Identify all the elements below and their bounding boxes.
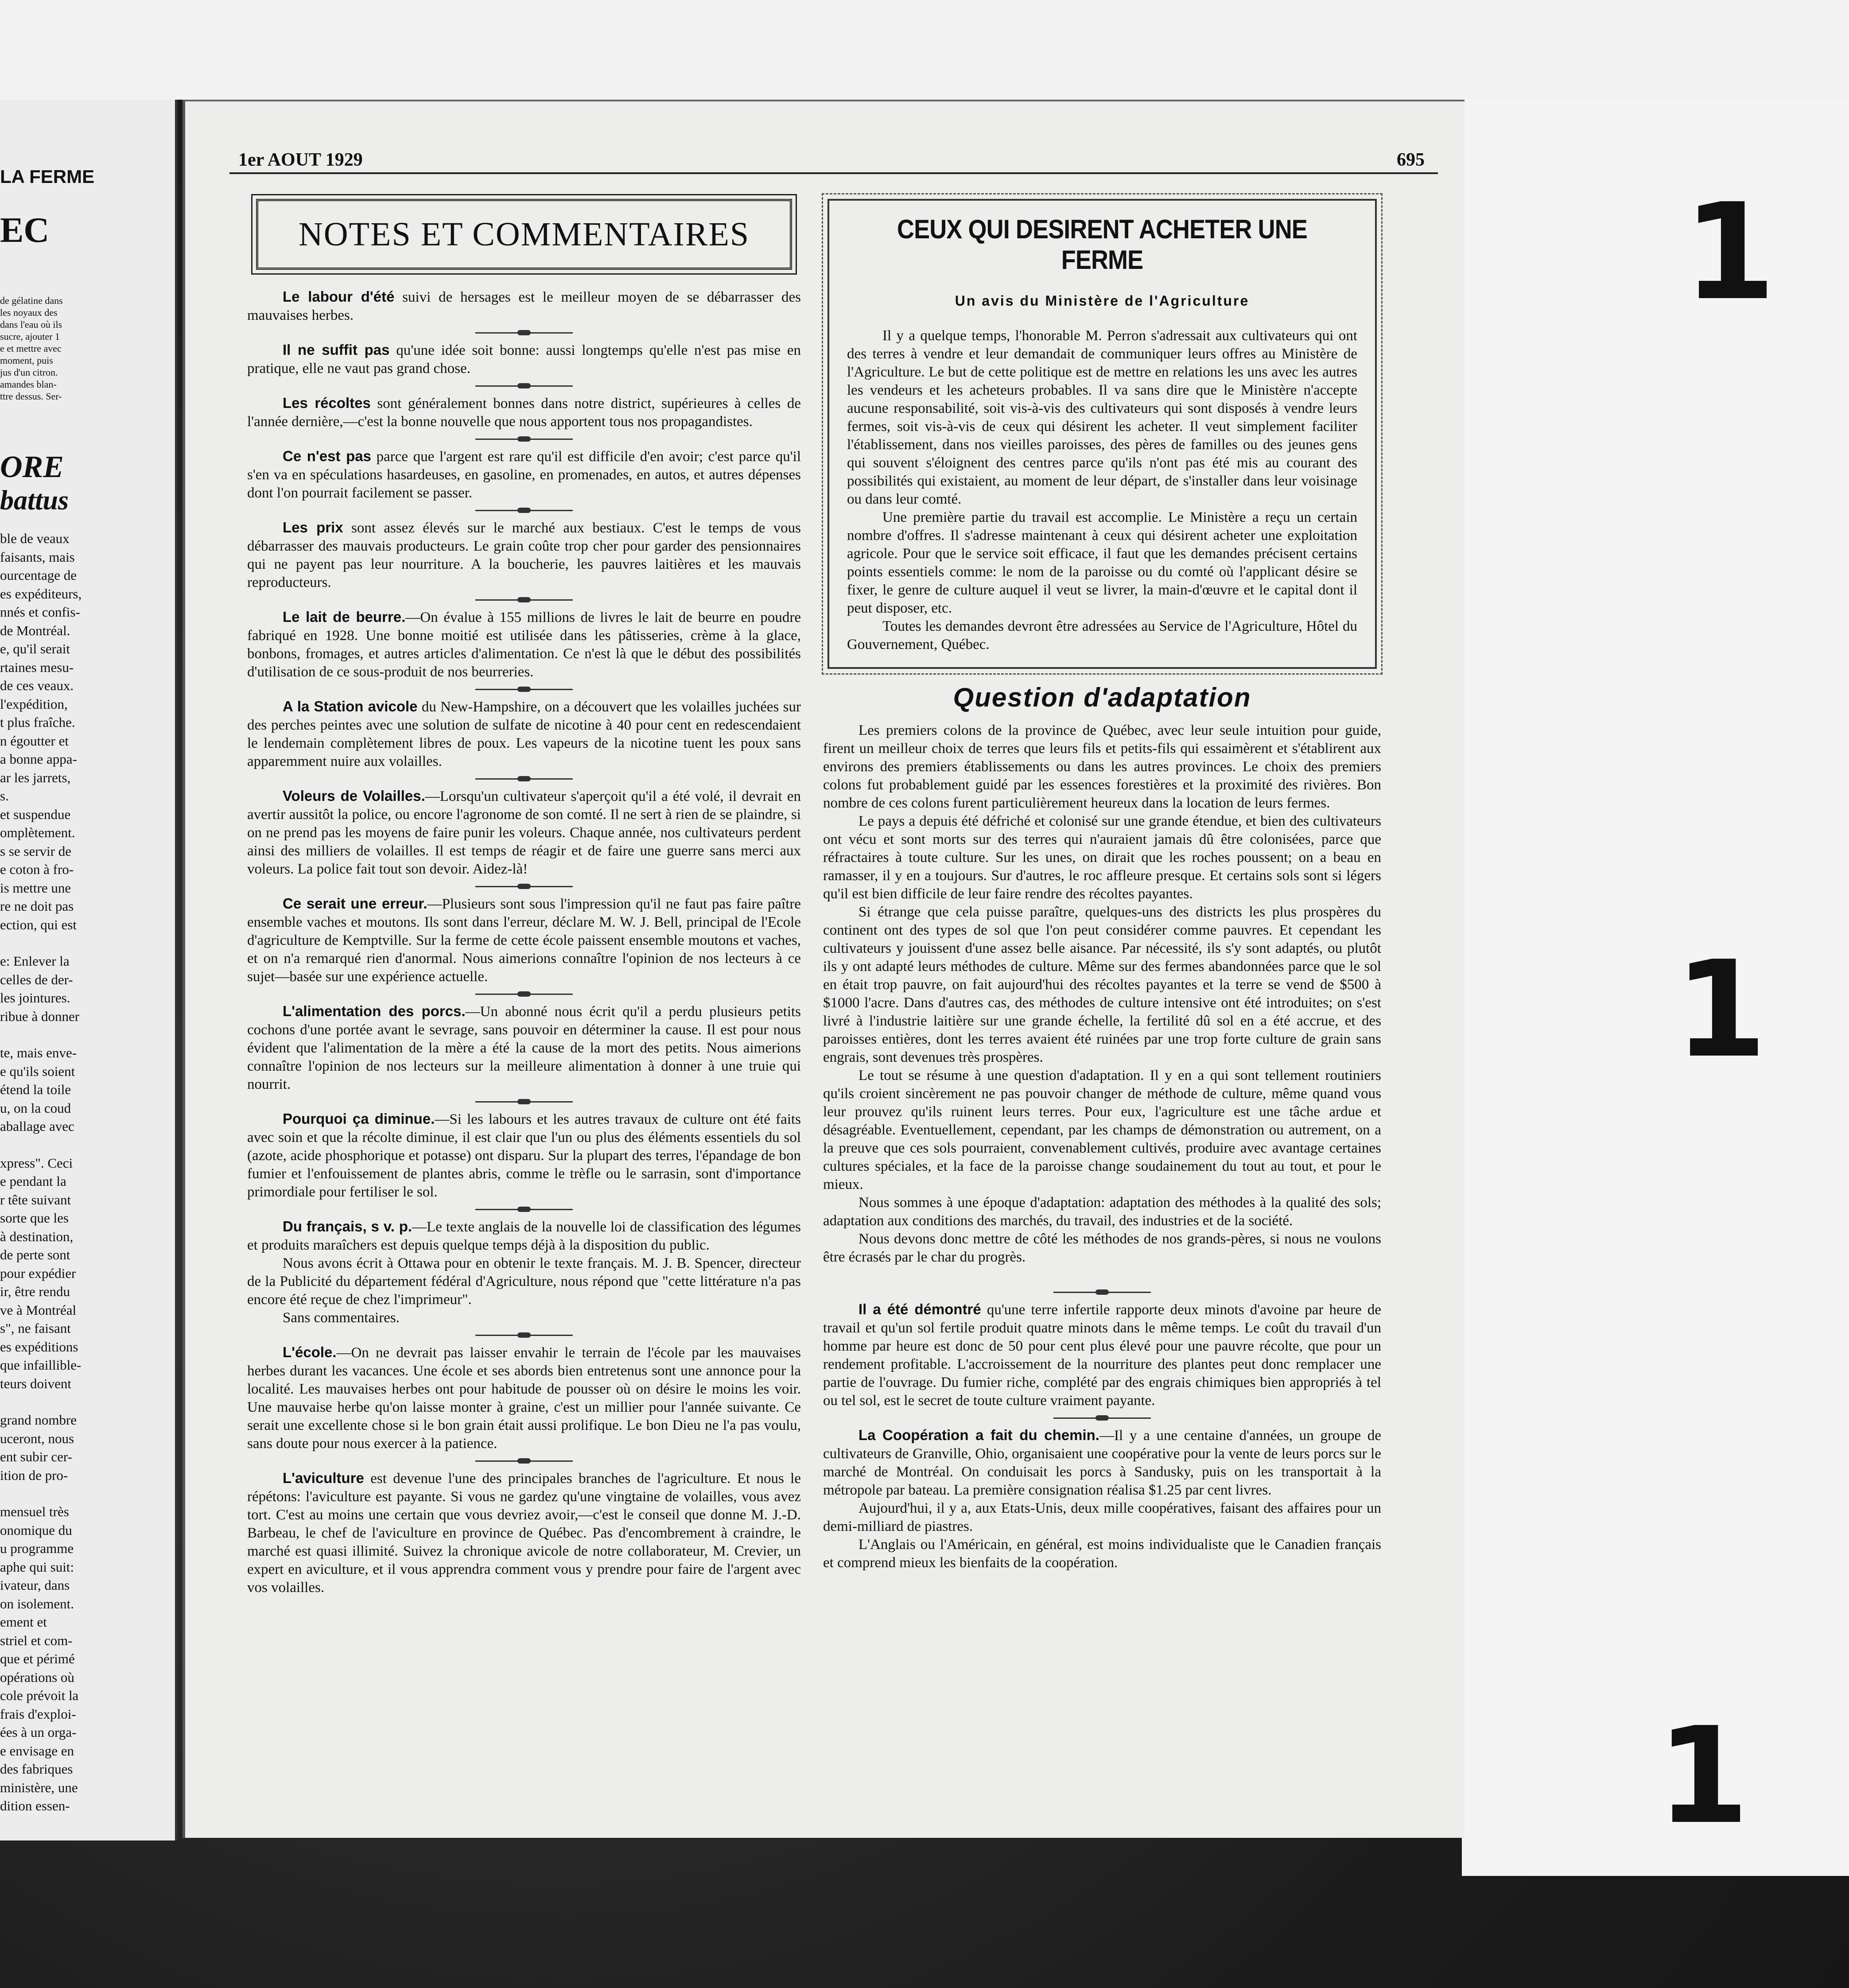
note-lead: L'aviculture [283, 1470, 364, 1486]
separator [247, 431, 801, 447]
left-text-line: s", ne faisant [0, 1320, 71, 1336]
note-lead: L'école. [283, 1344, 337, 1360]
note-item [247, 394, 801, 431]
note-item [247, 447, 801, 502]
note-lead: Voleurs de Volailles. [283, 788, 425, 804]
left-text-line: de perte sont [0, 1247, 70, 1262]
note-text: Nous avons écrit à Ottawa pour en obtenir le texte français. M. J. B. Spencer, directeur de la Publicité du département fédéral d'Agriculture, nous répond que "cette littérature n'a pas encore été reçue de chez l'imprimeur". [247, 1255, 801, 1308]
note-item [247, 287, 801, 325]
box-title: CEUX QUI DESIRENT ACHETER UNE FERME [897, 214, 1307, 275]
left-text-line: teurs doivent [0, 1375, 71, 1391]
note-lead: Le lait de beurre. [283, 609, 406, 625]
left-text-line: celles de der- [0, 971, 73, 987]
left-text-line: ection, qui est [0, 916, 77, 932]
left-text-line: de Montréal. [0, 622, 70, 638]
note-item [247, 697, 801, 771]
left-text-line: ir, être rendu [0, 1284, 70, 1299]
recipe-line: moment, puis [0, 355, 53, 366]
left-text-line: re ne doit pas [0, 898, 74, 914]
demontre-lead: Il a été démontré [858, 1301, 981, 1317]
left-text-line: te, mais enve- [0, 1045, 77, 1060]
notes-title-box [256, 199, 792, 270]
separator [247, 502, 801, 518]
adaptation-paragraph: Nous sommes à une époque d'adaptation: adaptation des méthodes à la qualité des sols; adaptation aux conditions des marchés, du travail, des industries et de la société. [823, 1195, 1381, 1229]
recipe-line: amandes blan- [0, 379, 57, 390]
left-text-line: frais d'exploi- [0, 1706, 76, 1722]
left-text-line [0, 1025, 82, 1044]
note-item [247, 608, 801, 681]
reel-mark-3: 1 [1657, 1699, 1749, 1853]
left-text-line: des fabriques [0, 1761, 73, 1777]
left-text-line: xpress". Ceci [0, 1155, 73, 1171]
recipe-line: sucre, ajouter 1 [0, 331, 60, 342]
left-text-line: ent subir cer- [0, 1449, 72, 1464]
left-text-line: n égoutter et [0, 733, 69, 749]
note-lead: Les récoltes [283, 395, 371, 411]
left-text-line: es expéditeurs, [0, 586, 82, 602]
note-lead: Ce serait une erreur. [283, 895, 427, 912]
note-lead: Il ne suffit pas [283, 342, 390, 358]
left-section-letters: EC [0, 211, 50, 250]
note-text: parce que l'argent est rare qu'il est difficile d'en avoir; c'est parce qu'il s'en va en spéculations hasardeuses, en gasoline, en promenades, en autos, et autres dépenses dont l'on pourrait facilement se passer. [247, 449, 801, 501]
notes-items [247, 287, 801, 1597]
left-text-line: grand nombre [0, 1412, 77, 1428]
note-lead: Les prix [283, 519, 343, 536]
note-item [247, 787, 801, 878]
left-text-line: dition essen- [0, 1798, 70, 1813]
note-item [247, 1309, 801, 1327]
demontre-paragraph [823, 1300, 1381, 1410]
separator [247, 878, 801, 894]
box-paragraph: Toutes les demandes devront être adressées au Service de l'Agriculture, Hôtel du Gouvernement, Québec. [847, 618, 1357, 652]
film-strip-right [1462, 100, 1849, 1876]
left-text-line: de ces veaux. [0, 678, 74, 693]
left-text-line: ourcentage de [0, 567, 77, 583]
note-lead: A la Station avicole [283, 698, 418, 714]
separator [823, 1284, 1381, 1300]
left-text-line: que infaillible- [0, 1357, 82, 1373]
separator [247, 325, 801, 341]
box-subtitle: Un avis du Ministère de l'Agriculture [955, 293, 1250, 309]
left-text-line: mensuel très [0, 1504, 69, 1519]
separator [247, 378, 801, 394]
left-text-line: faisants, mais [0, 549, 75, 565]
left-text-line: cole prévoit la [0, 1688, 79, 1703]
note-text: —Plusieurs sont sous l'impression qu'il ne faut pas faire paître ensemble vaches et moutons. Ils sont dans l'erreur, déclare M. W. J. Bell, principal de l'Ecole d'agriculture de Kemptville. Sur la ferme de cette école paissent ensemble moutons et vaches, et on n'a remarqué rien d'anormal. Nous aimerions connaître l'opinion de nos lecteurs à ce sujet—basée sur une expérience actuelle. [247, 896, 801, 985]
cooperation-text: —Il y a une centaine d'années, un groupe de cultivateurs de Granville, Ohio, organisaient une coopérative pour la vente de leurs porcs sur le marché de Montréal. On conduisait les porcs à Sandusky, puis on les transportait à la métropole par bateau. La première consignation réalisa $1.25 par cent livres. [823, 1428, 1381, 1498]
left-text-line: et suspendue [0, 806, 71, 822]
note-item [247, 1254, 801, 1309]
left-text-line: à destination, [0, 1228, 74, 1244]
left-text-line: opérations où [0, 1669, 74, 1685]
note-item [247, 1110, 801, 1201]
left-text-line [0, 1136, 82, 1154]
left-text-line: pour expédier [0, 1265, 76, 1281]
left-text-line: ar les jarrets, [0, 769, 71, 785]
left-text-line: e envisage en [0, 1743, 74, 1759]
note-text: qu'une idée soit bonne: aussi longtemps qu'elle n'est pas mise en pratique, elle ne vaut pas grand chose. [247, 342, 801, 377]
left-text-line: u, on la coud [0, 1100, 71, 1116]
left-text-line: is mettre une [0, 880, 71, 896]
recipe-line: e et mettre avec [0, 343, 62, 354]
left-text-line: onomique du [0, 1522, 72, 1538]
note-item [247, 1343, 801, 1453]
separator [823, 1410, 1381, 1426]
header-rule [229, 172, 1438, 174]
note-lead: Le labour d'été [283, 288, 395, 305]
note-text: sont généralement bonnes dans notre district, supérieures à celles de l'année dernière,—c'est la bonne nouvelle que nous apportent tous nos propagandistes. [247, 396, 801, 430]
left-text-line: ition de pro- [0, 1467, 68, 1483]
farm-buyers-box [827, 199, 1377, 669]
left-text-line: t plus fraîche. [0, 714, 75, 730]
note-text: Sans commentaires. [283, 1310, 400, 1326]
note-lead: Pourquoi ça diminue. [283, 1110, 435, 1127]
left-text-line: e qu'ils soient [0, 1063, 75, 1079]
film-strip-top [0, 0, 1849, 100]
left-text-line: e, qu'il serait [0, 641, 70, 656]
adaptation-paragraph: Si étrange que cela puisse paraître, quelques-uns des districts les plus prospères du continent ont des types de sol que l'on peut considérer comme pauvres. Et cependant les cultivateurs y jouissent d'une assez belle aisance. Par nécessité, ils s'y sont adaptés, ou plutôt ils y ont adapté leurs méthodes de culture. Même sur des fermes abandonnées parce que le sol en était trop pauvre, on fait aujourd'hui des récoltes payantes et la terre se vend de $500 à $1000 l'acre. Dans d'autres cas, des méthodes de culture intensive ont été introduites; on s'est livré à l'industrie laitière sur une grande échelle, la fertilité dû sol en a été accrue, et des paroisses entières, dont les terres avaient été ruinées par une trop forte culture de grain sans engrais, sont devenues très prospères. [823, 904, 1381, 1065]
left-text-line [0, 1484, 82, 1503]
separator [247, 1201, 801, 1217]
note-lead: Du français, s v. p. [283, 1218, 412, 1235]
left-text-line: l'expédition, [0, 696, 68, 712]
note-text: —Si les labours et les autres travaux de culture ont été faits avec soin et que la récolte diminue, il est clair que l'un ou plus des éléments essentiels du sol (azote, acide phosphorique et potasse) ont disparu. Sur la plupart des terres, l'épandage de bon fumier et l'enfouissement de plantes abris, comme le trèfle ou le sarrasin, sont d'importance primordiale pour fertiliser le sol. [247, 1111, 801, 1200]
recipe-line: de gélatine dans [0, 295, 63, 306]
demontre-text: qu'une terre infertile rapporte deux minots d'avoine par heure de travail et qu'un sol fertile produit quatre minots dans le même temps. Le coût du travail d'un homme par heure est donc de 50 pour cent plus élevé pour une pauvre récolte, que pour un rendement profitable. L'accroissement de la nourriture des plantes peut donc remplacer une partie de l'ouvrage. Du fumier riche, complété par des engrais chimiques bien appropriés à tel ou tel sol, est le secret de toute culture vraiment payante. [823, 1302, 1381, 1409]
separator [247, 681, 801, 697]
recipe-line: ttre dessus. Ser- [0, 391, 62, 402]
cooperation-paragraph-2: Aujourd'hui, il y a, aux Etats-Unis, deux mille coopératives, faisant des affaires pour un demi-milliard de piastres. [823, 1500, 1381, 1534]
adaptation-paragraph: Les premiers colons de la province de Québec, avec leur seule intuition pour guide, firent un meilleur choix de terres que leurs fils et petits-fils qui essaimèrent et s'établirent aux environs des premiers établissements ou dans les autres provinces. Le choix des premiers colons fut probablement guidé par les essences forestières et la proximité des rivières. Bon nombre de ces colons furent particulièrement heureux dans la location de leurs fermes. [823, 722, 1381, 811]
note-item [247, 1469, 801, 1597]
note-text: —On évalue à 155 millions de livres le lait de beurre en poudre fabriqué en 1928. Une bonne moitié est utilisée dans les pâtisseries, crème à la glace, bonbons, fromages, et autres articles d'alimentation. Ce n'est là que le début des possibilités d'utilisation de ce sous-produit de nos beurreries. [247, 610, 801, 680]
separator [247, 1094, 801, 1110]
note-item [247, 1002, 801, 1094]
note-item [247, 341, 801, 378]
note-item [247, 894, 801, 986]
left-text-line: ivateur, dans [0, 1577, 70, 1593]
left-text-line: uceront, nous [0, 1430, 74, 1446]
box-paragraph: Il y a quelque temps, l'honorable M. Perron s'adressait aux cultivateurs qui ont des terres à vendre et leur demandait de communiquer leurs offres au Ministère de l'Agriculture. Le but de cette politique est de mettre en relations les uns avec les autres les vendeurs et les acheteurs probables. Il va sans dire que le Ministère n'accepte aucune responsabilité, soit vis-à-vis des cultivateurs qui sont disposés à vendre leurs fermes, soit vis-à-vis de ceux qui désirent les acheter. Il veut simplement faciliter l'établissement, dans nos vieilles paroisses, des pères de familles ou des jeunes gens qui souvent s'éloignent des centres parce qu'ils n'ont pas été mis au courant des possibilités qui existaient, au moment de leur départ, de s'installer dans leur voisinage ou dans leur comté. [847, 328, 1357, 507]
right-column [823, 190, 1381, 1572]
box-paragraph: Une première partie du travail est accomplie. Le Ministère a reçu un certain nombre d'offres. Il s'adresse maintenant à ceux qui désirent acheter une exploitation agricole. Pour que le service soit efficace, il faut que les demandes précisent certains points essentiels comme: le nom de la paroisse ou du comté où l'applicant désire se fixer, le genre de culture auquel il veut se livrer, la main-d'œuvre et le capital dont il peut disposer, etc. [847, 509, 1357, 616]
left-text-line: striel et com- [0, 1632, 73, 1648]
main-page [183, 100, 1464, 1838]
note-item [247, 1217, 801, 1254]
left-text-line [0, 1393, 82, 1411]
left-text-line: s se servir de [0, 843, 71, 859]
left-text-line: u programme [0, 1541, 74, 1556]
left-page-fragment [0, 100, 178, 1840]
left-title-1: ORE [0, 450, 64, 484]
left-text-line: omplètement. [0, 825, 75, 840]
note-item [247, 518, 801, 592]
reel-mark-2: 1 [1674, 932, 1767, 1087]
notes-column [247, 190, 801, 1597]
left-text-line: ble de veaux [0, 531, 70, 546]
left-text-line: on isolement. [0, 1596, 74, 1611]
section-gap [823, 1266, 1381, 1284]
note-text: —Le texte anglais de la nouvelle loi de classification des légumes et produits maraîchers est depuis quelque temps déjà à la disposition du public. [247, 1219, 801, 1253]
left-text-line: les jointures. [0, 990, 70, 1006]
left-text-line: étend la toile [0, 1082, 71, 1097]
left-text-line: e pendant la [0, 1173, 66, 1189]
left-text-line: a bonne appa- [0, 751, 77, 767]
cooperation-paragraph-3: L'Anglais ou l'Américain, en général, est moins individualiste que le Canadien français et comprend mieux les bienfaits de la coopération. [823, 1537, 1381, 1571]
adaptation-paragraph: Le tout se résume à une question d'adaptation. Il y en a qui sont tellement routiniers qu'ils croient sincèrement ne pas pouvoir changer de méthode de culture, même quand vous leur prouvez qu'ils ruinent leurs terres. Pour eux, l'agriculture est une tâche ardue et désagréable. Eventuellement, cependant, par les champs de démonstration ou autrement, on a la preuve que ces sols pourraient, convenablement cultivés, produire avec avantage certaines cultures spéciales, et la face de la paroisse change soudainement du tout au tout, et pour le mieux. [823, 1068, 1381, 1192]
left-text-line: ve à Montréal [0, 1302, 77, 1318]
left-text-line: s. [0, 788, 9, 804]
left-text-line: ement et [0, 1614, 47, 1630]
left-text-line [0, 934, 82, 952]
note-text: suivi de hersages est le meilleur moyen de se débarrasser des mauvaises herbes. [247, 289, 801, 323]
note-text: du New-Hampshire, on a découvert que les volailles juchées sur des perches peintes avec une solution de sulfate de nicotine à 40 pour cent en redescendaient le lendemain complètement libres de poux. Les vapeurs de la nicotine tuent les poux sans apparemment nuire aux volailles. [247, 699, 801, 769]
note-text: —Lorsqu'un cultivateur s'aperçoit qu'il a été volé, il devrait en avertir aussitôt la police, ou encore l'agronome de son comté. Il ne sert à rien de se plaindre, si on ne prend pas les moyens de faire punir les voleurs. Chaque année, nos cultivateurs perdent ainsi des milliers de volailles. Il est temps de réagir et de faire une guerre sans merci aux voleurs. La police fait tout son devoir. Aidez-là! [247, 788, 801, 877]
separator [247, 986, 801, 1002]
notes-title: NOTES ET COMMENTAIRES [298, 215, 750, 253]
left-text-line: ées à un orga- [0, 1724, 77, 1740]
left-column-text [0, 529, 82, 1815]
note-text: —Un abonné nous écrit qu'il a perdu plusieurs petits cochons d'une portée avant le sevrage, sans pouvoir en déterminer la cause. Il est pour nous évident que l'alimentation de la mère a été la cause de la mort des petits. Nous aimerions connaître l'opinion de nos lecteurs sur la meilleure alimentation à donner à une truie qui nourrit. [247, 1004, 801, 1092]
adaptation-paragraph: Nous devons donc mettre de côté les méthodes de nos grands-pères, si nous ne voulons être écrasés par le char du progrès. [823, 1231, 1381, 1265]
left-text-line: e: Enlever la [0, 953, 70, 969]
left-recipe-text [0, 295, 63, 402]
note-text: sont assez élevés sur le marché aux bestiaux. C'est le temps de vous débarrasser des mauvais producteurs. Le grain coûte trop cher pour garder des pensionnaires qui ne payent pas leur nourriture. A la boucherie, les pauvres laitières et les mauvais reproducteurs. [247, 520, 801, 590]
note-text: est devenue l'une des principales branches de l'agriculture. Et nous le répétons: l'aviculture est payante. Si vous ne gardez qu'une vingtaine de volailles, vous avez tort. C'est au moins une certain que vous devriez avoir,—c'est le conseil que donne M. J.-D. Barbeau, le chef de l'aviculture en province de Québec. Pas d'encombrement à craindre, le marché est quasi illimité. Suivez la chronique avicole de notre collaborateur, M. Crevier, un expert en aviculture, et il vous apprendra comment vous y prendre pour faire de l'argent avec vos volailles. [247, 1471, 801, 1596]
separator [247, 1453, 801, 1469]
left-text-line: sorte que les [0, 1210, 69, 1226]
adaptation-paragraph: Le pays a depuis été défriché et colonisé sur une grande étendue, et bien des cultivateurs ont vécu et sont morts sur des terres qui n'auraient jamais dû être colonisées, parce que réfractaires à toute culture. Sur les unes, on dirait que les roches poussent; on a beau en ramasser, il y en a toujours. Sur d'autres, le roc affleure presque. Et certains sols sont si légers qu'il est bien difficile de leur faire rendre des récoltes payantes. [823, 813, 1381, 902]
left-text-line: aphe qui suit: [0, 1559, 74, 1575]
recipe-line: dans l'eau où ils [0, 319, 62, 330]
left-text-line: que et périmé [0, 1651, 75, 1666]
separator [247, 771, 801, 787]
note-text: —On ne devrait pas laisser envahir le terrain de l'école par les mauvaises herbes durant les vacances. Une école et ses abords bien entretenus sont une annonce pour la localité. Les mauvaises herbes ont pour habitude de pousser où on désire le moins les voir. Une mauvaise herbe qu'on laisse monter à graine, c'est un millier pour l'année suivante. Ce serait une excellente chose si le bon grain était aussi prolifique. Le bon Dieu ne l'a pas voulu, sans doute pour nous exercer à la patience. [247, 1345, 801, 1452]
header-date: 1er AOUT 1929 [238, 150, 363, 170]
left-text-line: aballage avec [0, 1118, 74, 1134]
left-title-2: battus [0, 485, 69, 516]
header-page-number: 695 [1397, 150, 1425, 170]
left-text-line: r tête suivant [0, 1192, 71, 1208]
left-text-line: ribue à donner [0, 1008, 80, 1024]
left-text-line: ministère, une [0, 1779, 78, 1795]
recipe-line: les noyaux des [0, 307, 58, 318]
left-text-line: e coton à fro- [0, 862, 74, 877]
separator [247, 592, 801, 608]
recipe-line: jus d'un citron. [0, 367, 58, 378]
note-lead: L'alimentation des porcs. [283, 1003, 466, 1019]
left-text-line: rtaines mesu- [0, 659, 74, 675]
left-text-line: es expéditions [0, 1339, 78, 1355]
left-running-head: LA FERME [0, 166, 95, 187]
cooperation-paragraph [823, 1426, 1381, 1499]
cooperation-lead: La Coopération a fait du chemin. [858, 1427, 1099, 1443]
separator [247, 1327, 801, 1343]
adaptation-title: Question d'adaptation [953, 683, 1251, 712]
left-text-line: nnés et confis- [0, 604, 80, 620]
reel-mark-1: 1 [1683, 175, 1776, 330]
note-lead: Ce n'est pas [283, 448, 371, 464]
